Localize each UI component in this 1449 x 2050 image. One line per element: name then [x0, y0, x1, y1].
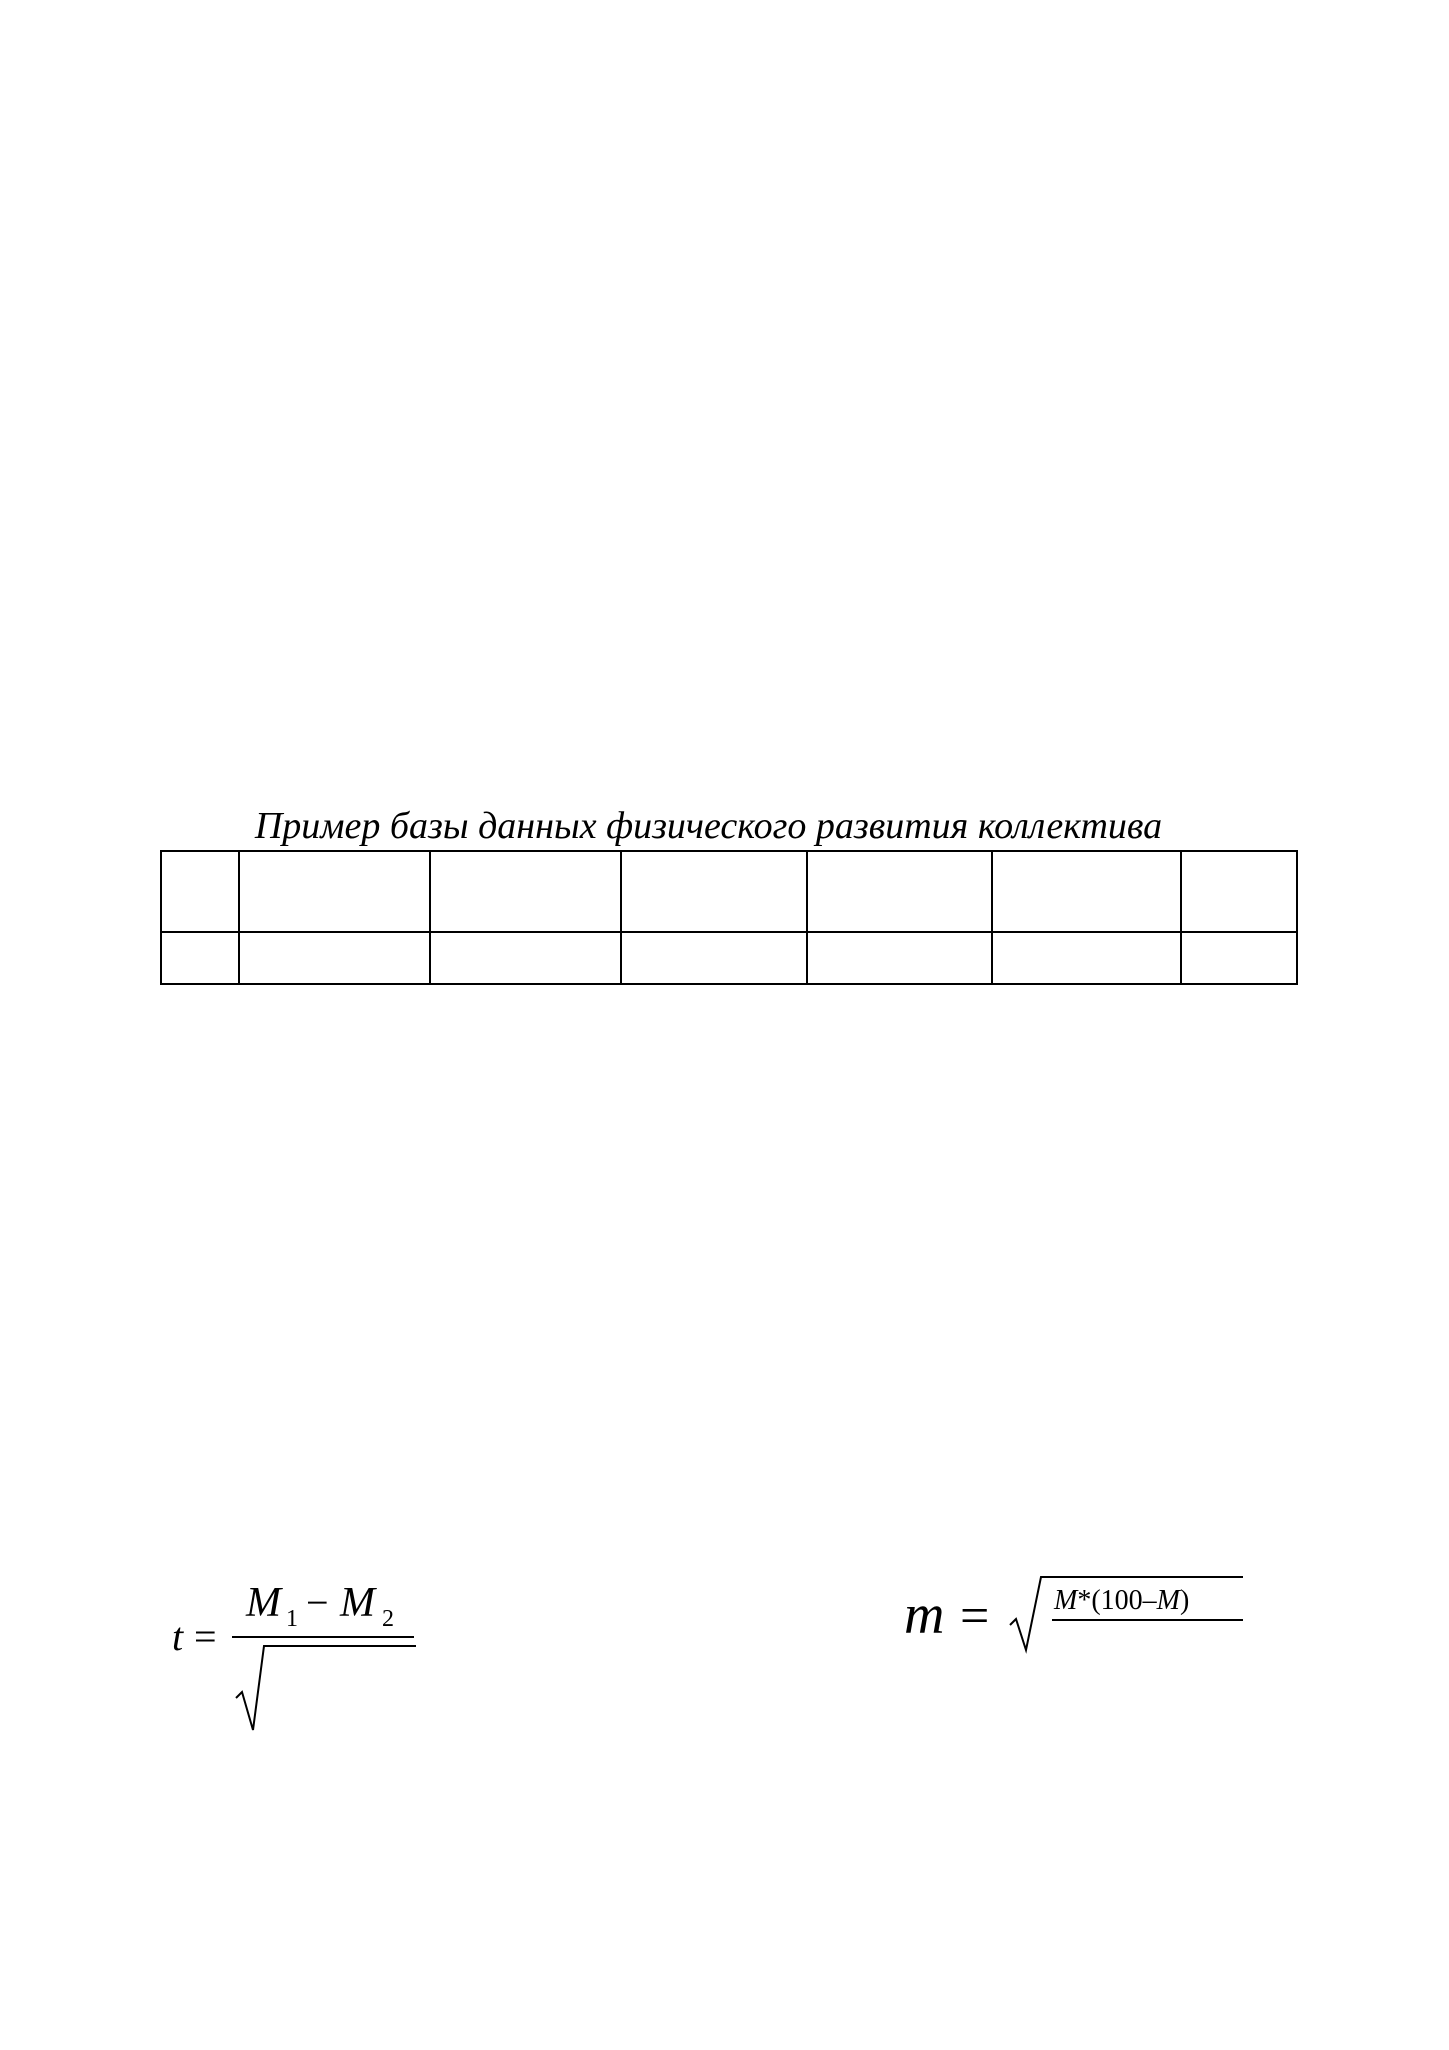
table-cell	[621, 932, 807, 984]
table-cell	[1181, 851, 1297, 932]
table-cell	[992, 932, 1181, 984]
formula-t-minus: −	[306, 1580, 329, 1625]
table-cell	[430, 932, 621, 984]
table-cell	[621, 851, 807, 932]
table-row	[161, 851, 1297, 932]
formula-t-m1: M	[246, 1580, 281, 1626]
formula-m-inner-mid: *(100–	[1077, 1585, 1157, 1616]
table-cell	[430, 851, 621, 932]
formula-m-numerator	[1053, 1585, 1189, 1616]
table-cell	[807, 851, 992, 932]
formula-t-test	[160, 1570, 440, 1740]
table-cell	[807, 932, 992, 984]
formula-t-m2: M	[340, 1580, 375, 1626]
formula-t-sqrt-sign	[236, 1646, 416, 1730]
table-cell	[1181, 932, 1297, 984]
table-caption-text: Пример базы данных физического развития коллектива	[254, 805, 1163, 847]
formula-m-inner-m1: M	[1054, 1585, 1078, 1616]
formula-t-equals: =	[194, 1614, 217, 1659]
formula-t-sub2: 2	[382, 1606, 394, 1632]
formula-t-sub1: 1	[286, 1606, 298, 1632]
table-caption	[0, 804, 1449, 848]
formula-m-error	[900, 1555, 1260, 1675]
formula-m-inner-close: )	[1179, 1585, 1190, 1616]
table-cell	[239, 932, 430, 984]
table-cell	[161, 932, 239, 984]
formula-m-inner-m2: M	[1156, 1585, 1180, 1616]
database-table	[160, 850, 1298, 985]
table-cell	[992, 851, 1181, 932]
formula-m-lhs: m	[904, 1584, 945, 1646]
table-row	[161, 932, 1297, 984]
formula-m-equals: =	[960, 1588, 990, 1645]
table-cell	[239, 851, 430, 932]
formula-t-lhs: t	[172, 1614, 184, 1659]
table-cell	[161, 851, 239, 932]
